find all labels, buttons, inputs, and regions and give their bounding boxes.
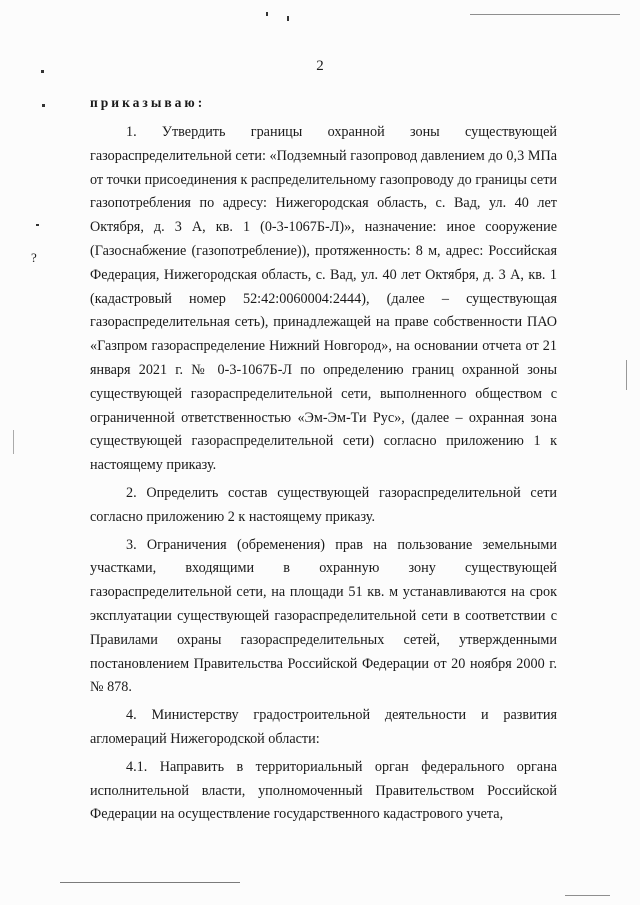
paragraph-4-1: 4.1. Направить в территориальный орган федерального органа исполнительной власти, уполномоченный Правительством Российской Федерации на осуществление государственного кадастрового учета, [90,758,557,823]
scan-artifact-top-right [470,14,620,15]
paragraph-2: 2. Определить состав существующей газораспределительной сети согласно приложению 2 к настоящему приказу. [90,484,557,525]
margin-mark: ? [31,250,37,265]
scan-artifact-bottom-right [565,895,610,896]
document-body [90,121,557,827]
paragraph-3: 3. Ограничения (обременения) прав на пользование земельными участками, входящими в охранную зону существующей газораспределительной сети, на площади 51 кв. м устанавливаются на срок эксплуатации существующей газораспределительной сети в соответствии с Правилами охраны газораспределительных сетей, утвержденными постановлением Правительства Российской Федерации от 20 ноября 2000 г. № 878. [90,536,557,696]
scan-artifact-left-edge [13,430,14,454]
scan-dot [36,224,39,226]
page-number: 2 [316,58,324,74]
scan-dot [42,104,45,107]
scan-artifact-bottom-left [60,882,240,883]
paragraph-1: 1. Утвердить границы охранной зоны существующей газораспределительной сети: «Подземный газопровод давлением до 0,3 МПа от точки присоединения к распределительному газопроводу до границы сети газопотребления по адресу: Нижегородская область, с. Вад, ул. 40 лет Октября, д. 3 А, кв. 1 (0-3-1067Б-Л)», назначение: иное сооружение (Газоснабжение (газопотребление)), протяженность: 8 м, адрес: Российская Федерация, Нижегородская область, с. Вад, ул. 40 лет Октября, д. 3 А, кв. 1 (кадастровый номер 52:42:0060004:2444), (далее – существующая газораспределительная сеть), принадлежащей на праве собственности ПАО «Газпром газораспределение Нижний Новгород», на основании отчета от 21 января 2021 г. № 0-3-1067Б-Л по определению границ охранной зоны существующей газораспределительной сети, выполненного обществом с ограниченной ответственностью «Эм-Эм-Ти Рус», (далее – охранная зона существующей газораспределительной сети) согласно приложению 1 к настоящему приказу. [90,124,557,474]
scan-artifact-right-edge [626,360,627,390]
paragraph-4: 4. Министерству градостроительной деятельности и развития агломераций Нижегородской области: [90,707,557,747]
scan-dot [287,16,289,21]
order-heading: приказываю: [90,95,206,110]
scan-dot [266,12,268,16]
